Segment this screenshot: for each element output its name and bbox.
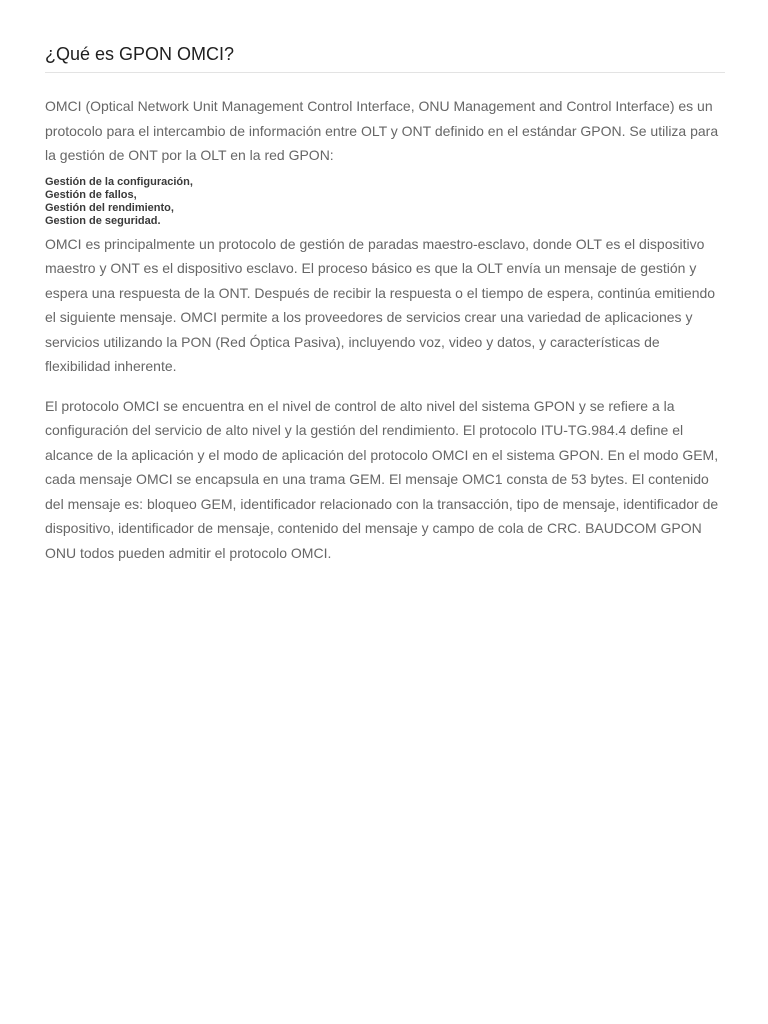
list-item: Gestión de fallos,	[45, 188, 137, 201]
body-paragraph-3: El protocolo OMCI se encuentra en el nivel de control de alto nivel del sistema GPON y se refiere a la configuración del servicio de alto nivel y la gestión del rendimiento. El protocolo ITU-TG.984.4 define el alcance de la aplicación y el modo de aplicación del protocolo OMCI en el sistema GPON. En el modo GEM, cada mensaje OMCI se encapsula en una trama GEM. El mensaje OMC1 consta de 53 bytes. El contenido del mensaje es: bloqueo GEM, identificador relacionado con la transacción, tipo de mensaje, identificador de dispositivo, identificador de mensaje, contenido del mensaje y campo de cola de CRC. BAUDCOM GPON ONU todos pueden admitir el protocolo OMCI.	[45, 397, 719, 561]
intro-paragraph: OMCI (Optical Network Unit Management Control Interface, ONU Management and Control Interface) es un protocolo para el intercambio de información entre OLT y ONT definido en el estándar GPON. Se utiliza para la gestión de ONT por la OLT en la red GPON:	[45, 98, 719, 163]
body-paragraph-2: OMCI es principalmente un protocolo de gestión de paradas maestro-esclavo, donde OLT es el dispositivo maestro y ONT es el dispositivo esclavo. El proceso básico es que la OLT envía un mensaje de gestión y espera una respuesta de la ONT. Después de recibir la respuesta o el tiempo de espera, continúa emitiendo el siguiente mensaje. OMCI permite a los proveedores de servicios crear una variedad de aplicaciones y servicios utilizando la PON (Red Óptica Pasiva), incluyendo voz, video y datos, y características de flexibilidad inherente.	[45, 235, 716, 374]
page-title: ¿Qué es GPON OMCI?	[45, 42, 725, 73]
list-item: Gestion de seguridad.	[45, 214, 161, 227]
list-item: Gestión de la configuración,	[45, 175, 193, 188]
list-item: Gestión del rendimiento,	[45, 201, 174, 214]
management-functions-list	[45, 176, 725, 228]
